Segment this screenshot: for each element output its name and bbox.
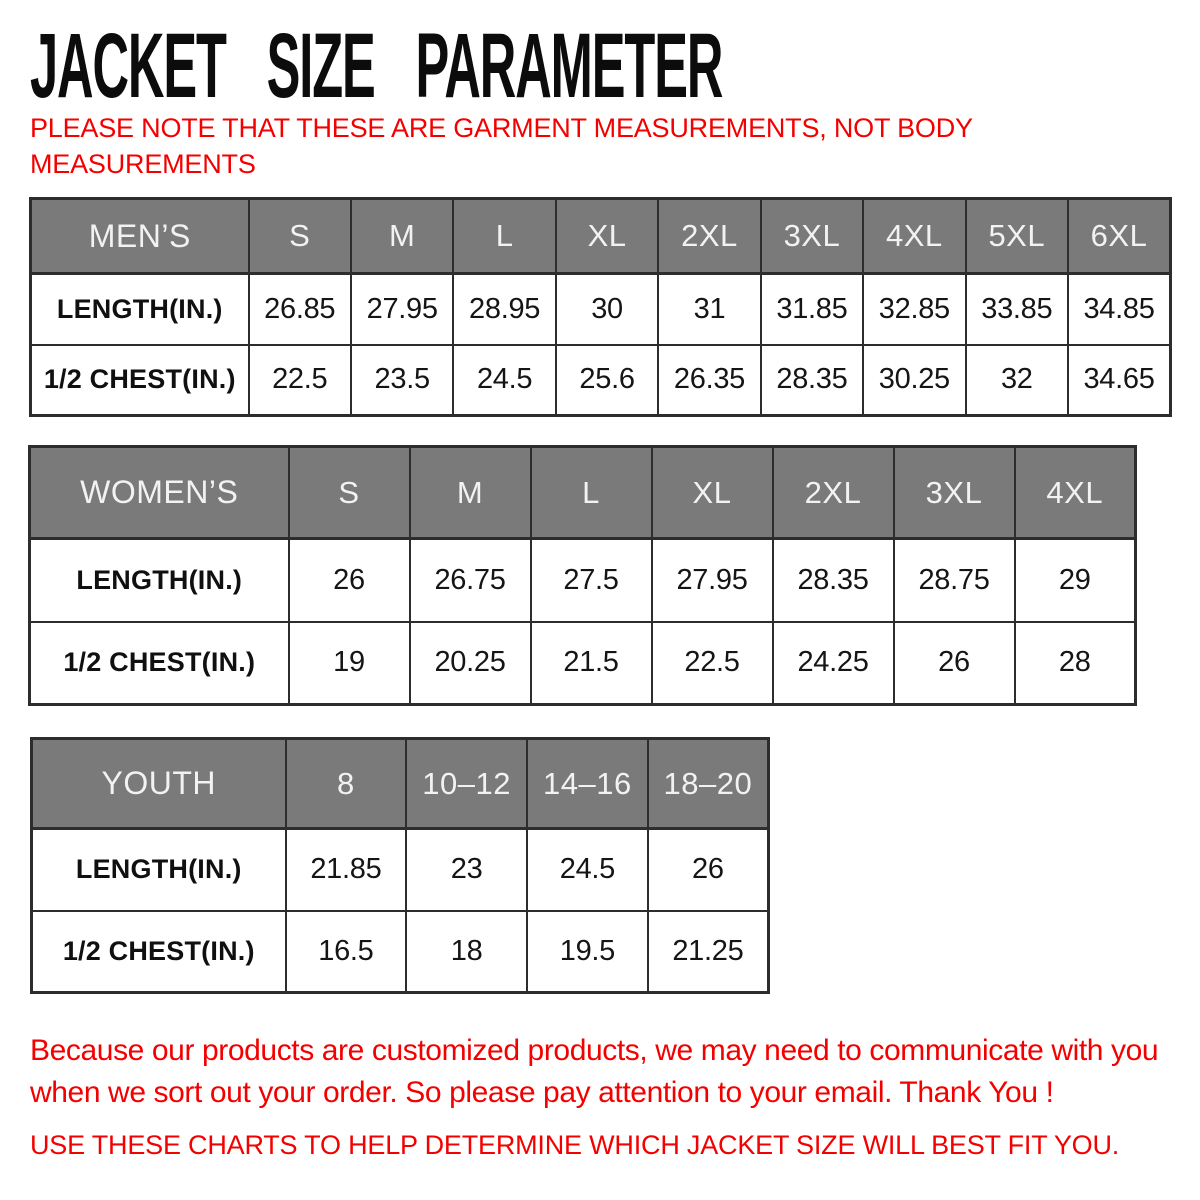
row-label-cell: 1/2 CHEST(IN.): [31, 345, 249, 416]
value-cell: 26.85: [249, 274, 351, 345]
value-cell: 25.6: [556, 345, 658, 416]
value-cell: 26: [289, 539, 410, 622]
size-header-cell: S: [289, 447, 410, 539]
value-cell: 32.85: [863, 274, 965, 345]
value-cell: 29: [1015, 539, 1136, 622]
row-label-cell: 1/2 CHEST(IN.): [30, 622, 289, 705]
table-row: [31, 345, 1171, 416]
table-row: [31, 274, 1171, 345]
value-cell: 22.5: [652, 622, 773, 705]
value-cell: 28.35: [761, 345, 863, 416]
size-header-cell: 3XL: [894, 447, 1015, 539]
size-header-cell: L: [453, 199, 555, 274]
table-row: [30, 622, 1136, 705]
size-header-cell: 6XL: [1068, 199, 1171, 274]
value-cell: 24.5: [453, 345, 555, 416]
size-header-cell: 10–12: [406, 739, 527, 829]
size-header-cell: XL: [556, 199, 658, 274]
value-cell: 34.85: [1068, 274, 1171, 345]
value-cell: 19.5: [527, 911, 648, 993]
garment-measurement-note-line2: MEASUREMENTS: [30, 149, 256, 179]
fit-instruction: USE THESE CHARTS TO HELP DETERMINE WHICH JACKET SIZE WILL BEST FIT YOU.: [30, 1130, 1120, 1160]
size-header-cell: 8: [286, 739, 407, 829]
header-row: [31, 199, 1171, 274]
table-row: [32, 911, 769, 993]
table-row: [30, 539, 1136, 622]
value-cell: 20.25: [410, 622, 531, 705]
size-header-cell: 2XL: [658, 199, 760, 274]
value-cell: 31: [658, 274, 760, 345]
row-label-cell: LENGTH(IN.): [30, 539, 289, 622]
mens-size-table: [29, 197, 1172, 417]
womens-table: [28, 445, 1137, 706]
value-cell: 26: [894, 622, 1015, 705]
value-cell: 23.5: [351, 345, 453, 416]
value-cell: 19: [289, 622, 410, 705]
value-cell: 26: [648, 829, 769, 911]
value-cell: 21.85: [286, 829, 407, 911]
womens-size-table: [28, 445, 1137, 706]
size-header-cell: M: [351, 199, 453, 274]
size-header-cell: S: [249, 199, 351, 274]
value-cell: 27.95: [652, 539, 773, 622]
value-cell: 32: [966, 345, 1068, 416]
garment-measurement-note: [30, 110, 973, 182]
value-cell: 33.85: [966, 274, 1068, 345]
value-cell: 26.35: [658, 345, 760, 416]
youth-table: [30, 737, 770, 994]
mens-category-header-cell: MEN’S: [31, 199, 249, 274]
value-cell: 28.95: [453, 274, 555, 345]
size-header-cell: L: [531, 447, 652, 539]
garment-measurement-note-line1: PLEASE NOTE THAT THESE ARE GARMENT MEASUREMENTS, NOT BODY: [30, 113, 973, 143]
customization-note-line2: when we sort out your order. So please pay attention to your email. Thank You !: [30, 1076, 1054, 1109]
header-row: [32, 739, 769, 829]
table-row: [32, 829, 769, 911]
value-cell: 16.5: [286, 911, 407, 993]
value-cell: 24.5: [527, 829, 648, 911]
youth-category-header-cell: YOUTH: [32, 739, 286, 829]
size-header-cell: 2XL: [773, 447, 894, 539]
value-cell: 18: [406, 911, 527, 993]
youth-size-table: [30, 737, 770, 994]
value-cell: 31.85: [761, 274, 863, 345]
row-label-cell: LENGTH(IN.): [31, 274, 249, 345]
value-cell: 30.25: [863, 345, 965, 416]
value-cell: 34.65: [1068, 345, 1171, 416]
size-header-cell: 14–16: [527, 739, 648, 829]
customization-note-line1: Because our products are customized products, we may need to communicate with you: [30, 1034, 1159, 1067]
size-header-cell: 18–20: [648, 739, 769, 829]
value-cell: 26.75: [410, 539, 531, 622]
value-cell: 21.25: [648, 911, 769, 993]
size-header-cell: 4XL: [863, 199, 965, 274]
size-header-cell: XL: [652, 447, 773, 539]
header-row: [30, 447, 1136, 539]
size-header-cell: 3XL: [761, 199, 863, 274]
page-title: JACKET SIZE PARAMETER: [30, 15, 723, 117]
customization-note: [30, 1030, 1158, 1114]
value-cell: 28.75: [894, 539, 1015, 622]
size-header-cell: M: [410, 447, 531, 539]
value-cell: 23: [406, 829, 527, 911]
value-cell: 28.35: [773, 539, 894, 622]
value-cell: 22.5: [249, 345, 351, 416]
value-cell: 30: [556, 274, 658, 345]
size-header-cell: 5XL: [966, 199, 1068, 274]
value-cell: 27.5: [531, 539, 652, 622]
row-label-cell: 1/2 CHEST(IN.): [32, 911, 286, 993]
womens-category-header-cell: WOMEN’S: [30, 447, 289, 539]
size-header-cell: 4XL: [1015, 447, 1136, 539]
value-cell: 21.5: [531, 622, 652, 705]
value-cell: 27.95: [351, 274, 453, 345]
value-cell: 28: [1015, 622, 1136, 705]
value-cell: 24.25: [773, 622, 894, 705]
row-label-cell: LENGTH(IN.): [32, 829, 286, 911]
mens-table: [29, 197, 1172, 417]
